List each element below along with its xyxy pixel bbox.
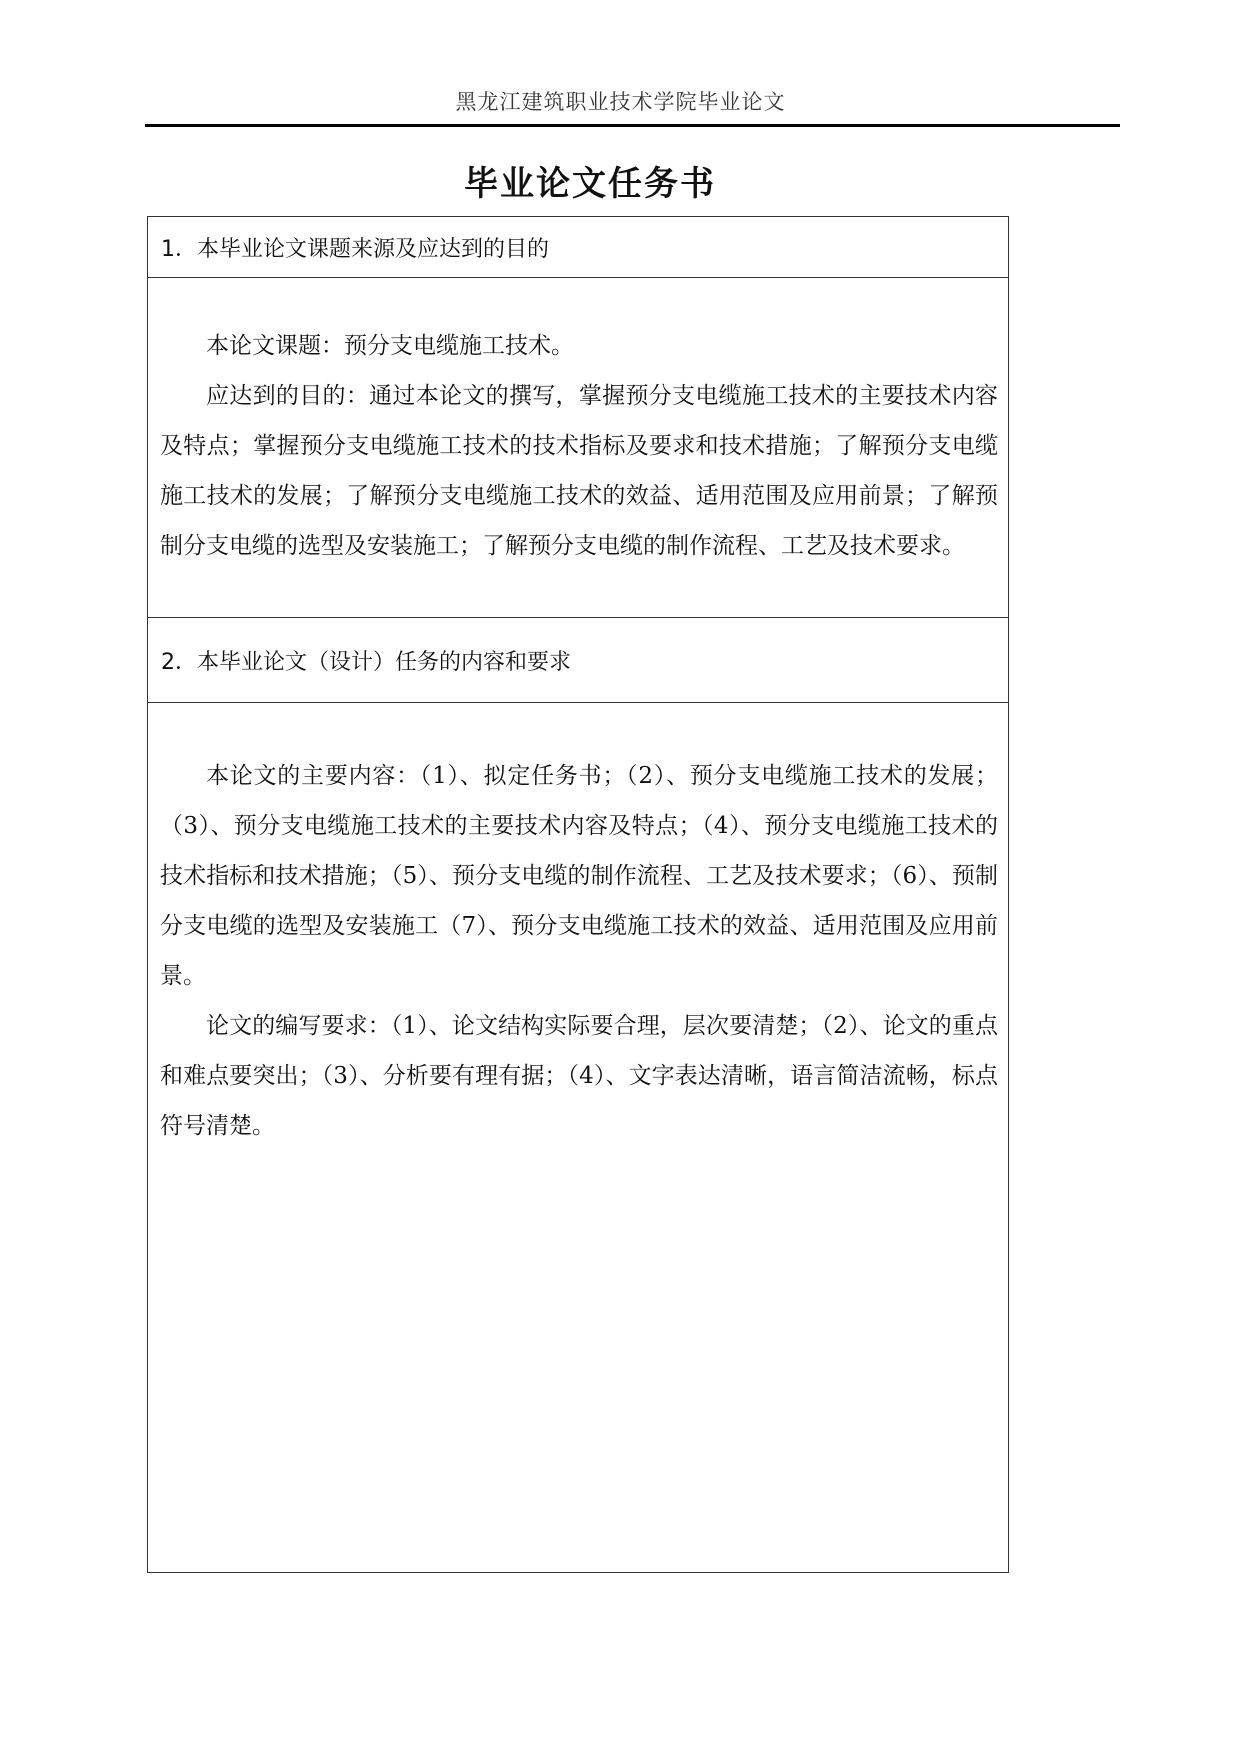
header-rule (145, 124, 1120, 127)
section-1-paragraph: 应达到的目的：通过本论文的撰写，掌握预分支电缆施工技术的主要技术内容及特点；掌握预分支电缆施工技术的技术指标及要求和技术措施；了解预分支电缆施工技术的发展；了解预分支电缆施工技术的效益、适用范围及应用前景；了解预制分支电缆的选型及安装施工；了解预分支电缆的制作流程、工艺及技术要求。 (160, 383, 998, 559)
section-2-body (148, 703, 1008, 1572)
section-2-paragraph: 本论文的主要内容：（1）、拟定任务书；（2）、预分支电缆施工技术的发展；（3）、预分支电缆施工技术的主要技术内容及特点；（4）、预分支电缆施工技术的技术指标和技术措施；（5）、预分支电缆的制作流程、工艺及技术要求；（6）、预制分支电缆的选型及安装施工（7）、预分支电缆施工技术的效益、适用范围及应用前景。 (160, 763, 998, 989)
running-header: 黑龙江建筑职业技术学院毕业论文 (455, 90, 786, 114)
document-title: 毕业论文任务书 (464, 164, 716, 204)
section-2-heading: 2．本毕业论文（设计）任务的内容和要求 (148, 617, 1008, 703)
section-1-heading: 1．本毕业论文课题来源及应达到的目的 (148, 217, 1008, 278)
section-2-paragraph: 论文的编写要求：（1）、论文结构实际要合理，层次要清楚；（2）、论文的重点和难点要突出；（3）、分析要有理有据；（4）、文字表达清晰，语言简洁流畅，标点符号清楚。 (160, 1013, 998, 1139)
section-1-paragraph: 本论文课题：预分支电缆施工技术。 (206, 333, 574, 359)
section-1-body (148, 278, 1008, 617)
task-table (147, 216, 1009, 1573)
